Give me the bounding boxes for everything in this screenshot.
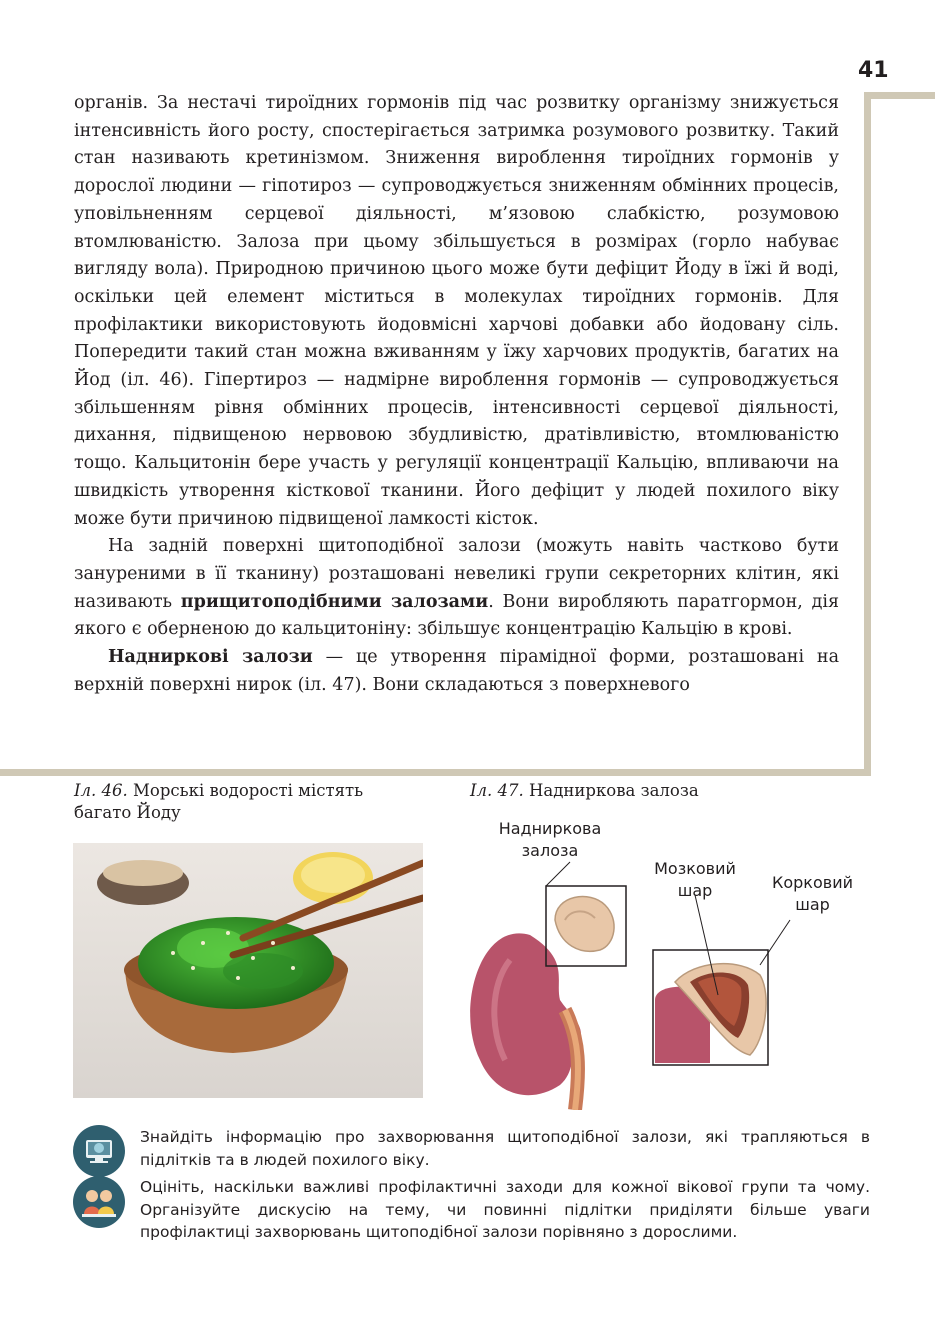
paragraph-parathyroid: На задній поверхні щитоподібної залози (можуть навіть частково бути зануреними в її тканину) розташовані невеликі групи секреторних клітин, які називають прищитоподібними залозами. Вони виробляють паратгормон, дія якого є оберненою до кальцитоніну: збільшує концентрацію Кальцію в крові. [74, 536, 839, 640]
seaweed-salad-photo [73, 843, 423, 1098]
adrenal-gland-diagram [460, 810, 870, 1110]
label-adrenal-gland: Надниркова залоза [498, 819, 602, 860]
task-discussion: Оцініть, наскільки важливі профілактичні заходи для кожної вікової групи та чому. Організуйте дискусію на тему, чи повинні підлітки приділяти більше уваги профілактиці захворювань щитоподібної залози порівняно з дорослими. [140, 1178, 870, 1241]
internet-search-icon [73, 1125, 125, 1177]
main-text [74, 90, 839, 699]
frame-top-border [864, 92, 935, 99]
paragraph-thyroid: органів. За нестачі тироїдних гормонів під час розвитку організму знижується інтенсивність його росту, спостерігається затримка розумового розвитку. Такий стан називають кретинізмом. Зниження вироблення тироїдних гормонів у дорослої людини — гіпотироз — супроводжується зниженням обмінних процесів, уповільненням серцевої діяльності, м’язовою слабкістю, розумовою втомлюваністю. Залоза при цьому збільшується в розмірах (горло набуває вигляду вола). Природною причиною цього може бути дефіцит Йоду в їжі й воді, оскільки цей елемент міститься в молекулах тироїдних гормонів. Для профілактики використовують йодовмісні харчові добавки або йодовану сіль. Попередити такий стан можна вживанням у їжу харчових продуктів, багатих на Йод (іл. 46). Гіпертироз — надмірне вироблення гормонів — супроводжується збільшенням рівня обмінних процесів, інтенсивності серцевої діяльності, дихання, підвищеною нервовою збудливістю, дратівливістю, втомлюваністю тощо. Кальцитонін бере участь у регуляції концентрації Кальцію, впливаючи на швидкість утворення кісткової тканини. Його дефіцит у людей похилого віку може бути причиною підвищеної ламкості кісток. [74, 93, 839, 529]
term-adrenal: Надниркові залози [108, 647, 313, 668]
task-find-information: Знайдіть інформацію про захворювання щитоподібної залози, які трапляються в підлітків та в людей похилого віку. [140, 1128, 870, 1169]
page-number: 41 [858, 58, 889, 83]
frame-right-border [864, 92, 871, 776]
label-cortex: Корковий шар [772, 873, 853, 914]
label-medulla: Мозковий шар [654, 859, 736, 900]
discussion-icon [73, 1176, 125, 1228]
frame-bottom-border [0, 769, 871, 776]
figure-46-caption: Іл. 46. Морські водорості містять багато Йоду [74, 781, 364, 822]
figure-47-caption: Іл. 47. Надниркова залоза [470, 781, 699, 800]
term-parathyroid: прищитоподібними залозами [180, 591, 489, 612]
paragraph-adrenal: Надниркові залози — це утворення пірамідної форми, розташовані на верхній поверхні нирок (іл. 47). Вони складаються з поверхневого [74, 647, 839, 695]
